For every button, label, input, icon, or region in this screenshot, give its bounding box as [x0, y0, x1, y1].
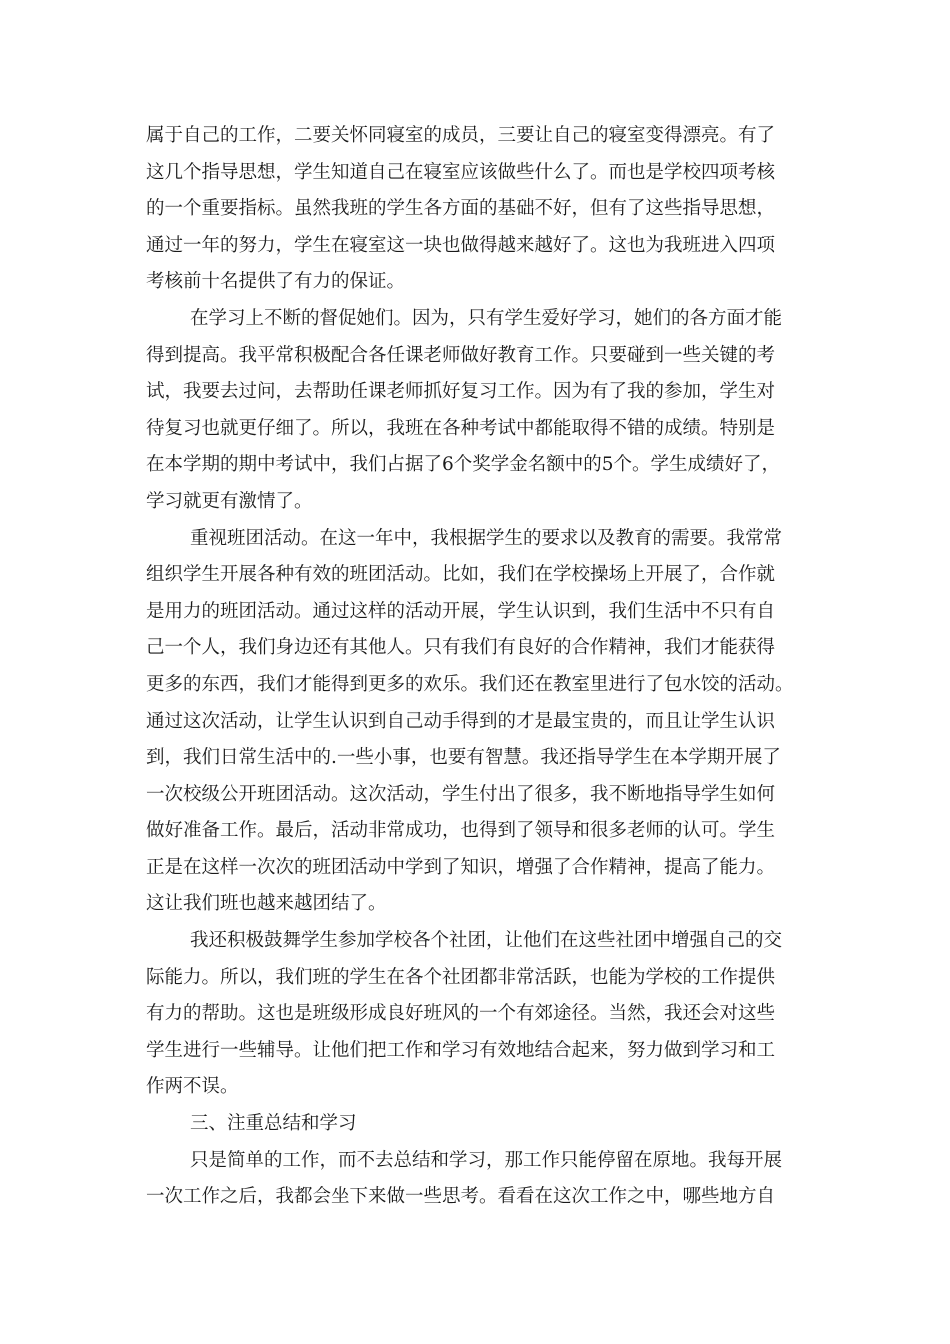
text-line: 的一个重要指标。虽然我班的学生各方面的基础不好，但有了这些指导思想，	[146, 198, 776, 220]
text-line: 这让我们班也越来越团结了。	[146, 893, 387, 915]
text-line: 际能力。所以，我们班的学生在各个社团都非常活跃，也能为学校的工作提供	[146, 966, 776, 988]
paragraph-start-line: 只是简单的工作，而不去总结和学习，那工作只能停留在原地。我每开展	[190, 1149, 783, 1171]
paragraph-start-line: 在学习上不断的督促她们。因为，只有学生爱好学习，她们的各方面才能	[190, 307, 783, 329]
paragraph-start-line: 我还积极鼓舞学生参加学校各个社团，让他们在这些社团中增强自己的交	[190, 930, 783, 952]
text-line: 试，我要去过问，去帮助任课老师抓好复习工作。因为有了我的参加，学生对	[146, 381, 776, 403]
text-line: 考核前十名提供了有力的保证。	[146, 271, 406, 293]
text-line: 在本学期的期中考试中，我们占据了6个奖学金名额中的5个。学生成绩好了，	[146, 454, 781, 476]
text-line: 组织学生开展各种有效的班团活动。比如，我们在学校操场上开展了，合作就	[146, 564, 776, 586]
paragraph-start-line: 重视班团活动。在这一年中，我根据学生的要求以及教育的需要。我常常	[190, 527, 783, 549]
document-body	[146, 118, 804, 1216]
text-line: 通过一年的努力，学生在寝室这一块也做得越来越好了。这也为我班进入四项	[146, 234, 776, 256]
text-line: 待复习也就更仔细了。所以，我班在各种考试中都能取得不错的成绩。特别是	[146, 417, 776, 439]
text-line: 己一个人，我们身边还有其他人。只有我们有良好的合作精神，我们才能获得	[146, 637, 776, 659]
text-line: 作两不误。	[146, 1076, 239, 1098]
section-heading: 三、注重总结和学习	[190, 1113, 357, 1135]
text-line: 一次工作之后，我都会坐下来做一些思考。看看在这次工作之中，哪些地方自	[146, 1186, 776, 1208]
text-line: 到，我们日常生活中的.一些小事，也要有智慧。我还指导学生在本学期开展了	[146, 747, 781, 769]
text-line: 更多的东西，我们才能得到更多的欢乐。我们还在教室里进行了包水饺的活动。	[146, 673, 794, 695]
text-line: 属于自己的工作，二要关怀同寝室的成员，三要让自己的寝室变得漂亮。有了	[146, 125, 776, 146]
text-line: 有力的帮助。这也是班级形成良好班风的一个有郊途径。当然，我还会对这些	[146, 1003, 776, 1025]
text-line: 一次校级公开班团活动。这次活动，学生付出了很多，我不断地指导学生如何	[146, 783, 776, 805]
text-line: 通过这次活动，让学生认识到自己动手得到的才是最宝贵的，而且让学生认识	[146, 710, 776, 732]
text-line: 是用力的班团活动。通过这样的活动开展，学生认识到，我们生活中不只有自	[146, 600, 776, 622]
text-line: 正是在这样一次次的班团活动中学到了知识，增强了合作精神，提高了能力。	[146, 856, 776, 878]
text-line: 学习就更有激情了。	[146, 490, 313, 512]
text-line: 这几个指导思想，学生知道自己在寝室应该做些什么了。而也是学校四项考核	[146, 161, 776, 183]
text-line: 做好准备工作。最后，活动非常成功，也得到了领导和很多老师的认可。学生	[146, 820, 776, 842]
text-line: 得到提高。我平常积极配合各任课老师做好教育工作。只要碰到一些关键的考	[146, 344, 776, 366]
text-line: 学生进行一些辅导。让他们把工作和学习有效地结合起来，努力做到学习和工	[146, 1039, 776, 1061]
